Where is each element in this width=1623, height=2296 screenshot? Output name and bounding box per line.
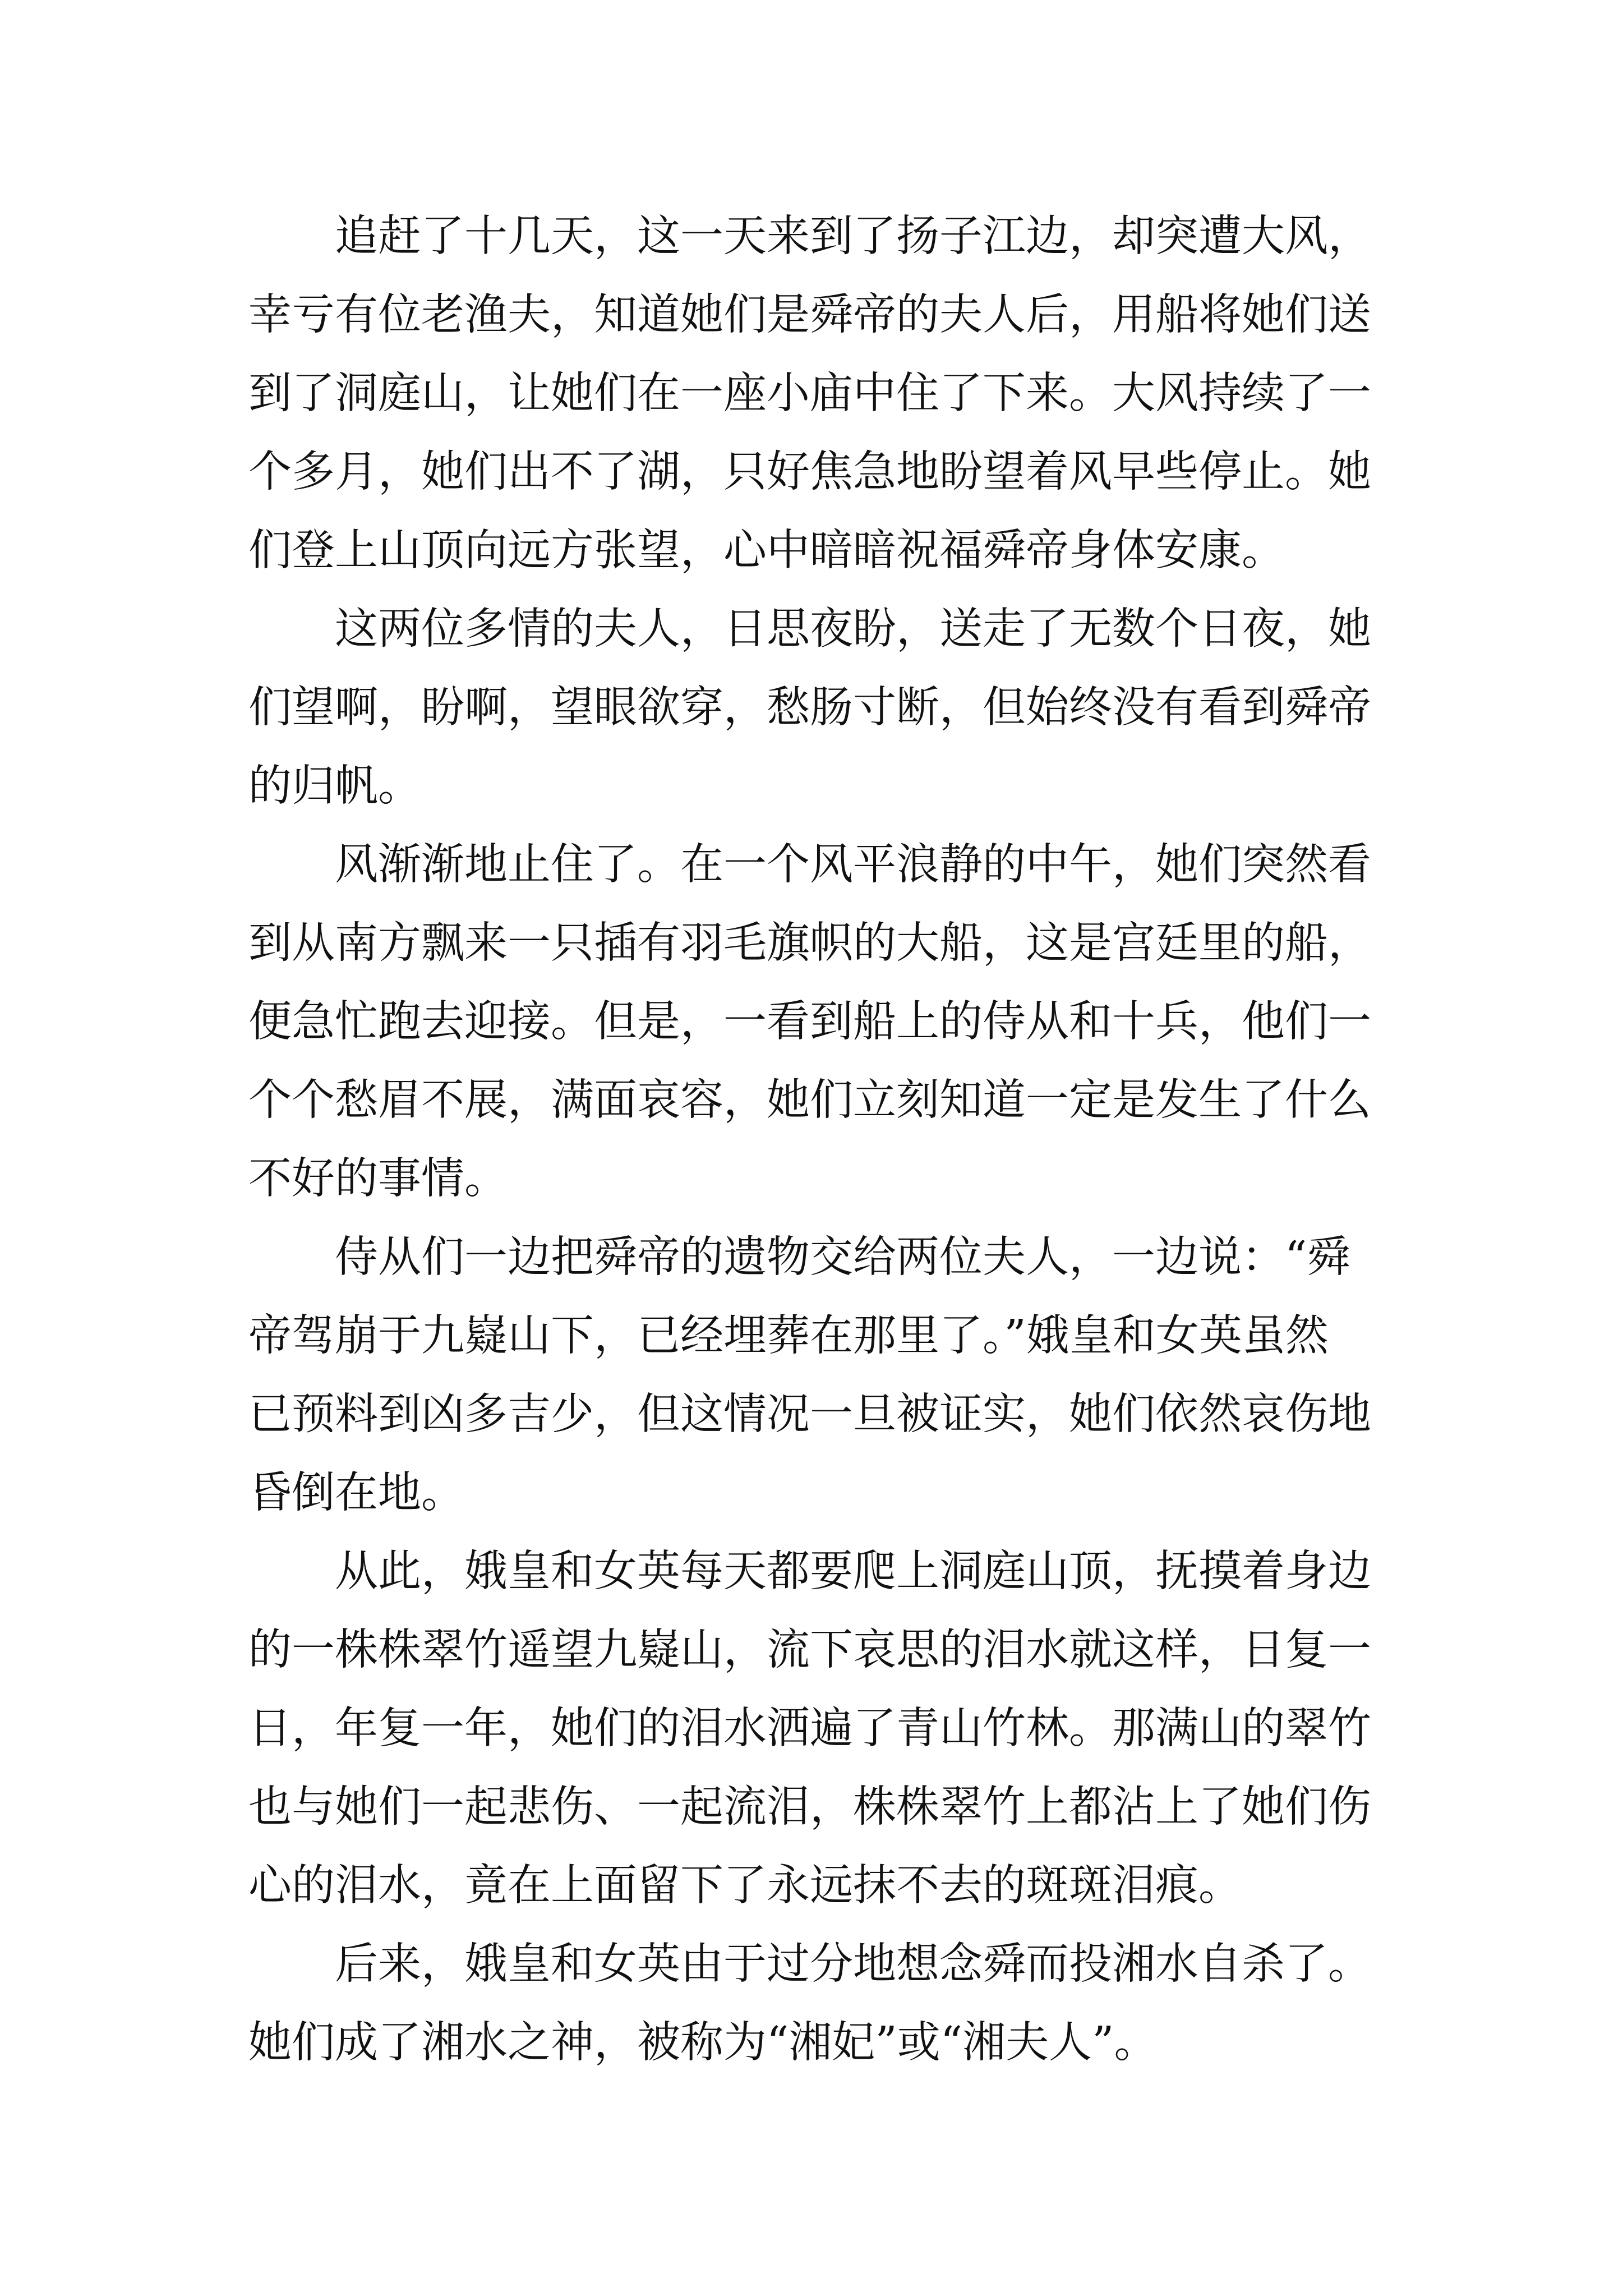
paragraph-line: 已预料到凶多吉少，但这情况一旦被证实，她们依然哀伤地 [248, 1389, 1371, 1439]
paragraph-line: 便急忙跑去迎接。但是，一看到船上的侍从和十兵，他们一 [248, 997, 1371, 1047]
paragraph-line: 个多月，她们出不了湖，只好焦急地盼望着风早些停止。她 [248, 447, 1371, 497]
paragraph-line: 幸亏有位老渔夫，知道她们是舜帝的夫人后，用船将她们送 [248, 290, 1371, 340]
paragraph-line: 个个愁眉不展，满面哀容，她们立刻知道一定是发生了什么 [248, 1075, 1371, 1125]
paragraph-line: 也与她们一起悲伤、一起流泪，株株翠竹上都沾上了她们伤 [248, 1782, 1371, 1832]
paragraph-line: 不好的事情。 [248, 1154, 508, 1204]
paragraph-3 [248, 826, 1415, 1218]
paragraph-line: 昏倒在地。 [248, 1468, 464, 1518]
paragraph-line: 风渐渐地止住了。在一个风平浪静的中午，她们突然看 [335, 840, 1371, 890]
paragraph-line: 帝驾崩于九嶷山下，已经埋葬在那里了。”娥皇和女英虽然 [248, 1311, 1329, 1361]
paragraph-line: 后来，娥皇和女英由于过分地想念舜而投湘水自杀了。 [335, 1939, 1371, 1989]
paragraph-6 [248, 1925, 1415, 2082]
paragraph-1 [248, 197, 1415, 590]
paragraph-5 [248, 1533, 1415, 1925]
paragraph-line: 这两位多情的夫人，日思夜盼，送走了无数个日夜，她 [335, 604, 1371, 654]
paragraph-line: 们望啊，盼啊，望眼欲穿，愁肠寸断，但始终没有看到舜帝 [248, 683, 1371, 733]
paragraph-line: 日，年复一年，她们的泪水洒遍了青山竹林。那满山的翠竹 [248, 1704, 1371, 1754]
paragraph-line: 到从南方飘来一只插有羽毛旗帜的大船，这是宫廷里的船， [248, 918, 1371, 968]
paragraph-line: 的归帆。 [248, 761, 421, 811]
paragraph-line: 她们成了湘水之神，被称为“湘妃”或“湘夫人”。 [248, 2018, 1158, 2068]
document-body [248, 197, 1415, 2082]
paragraph-line: 追赶了十几天，这一天来到了扬子江边，却突遭大风， [335, 211, 1371, 261]
paragraph-line: 从此，娥皇和女英每天都要爬上洞庭山顶，抚摸着身边 [335, 1547, 1371, 1596]
paragraph-line: 侍从们一边把舜帝的遗物交给两位夫人，一边说：“舜 [335, 1232, 1350, 1282]
paragraph-line: 心的泪水，竟在上面留下了永远抹不去的斑斑泪痕。 [248, 1861, 1242, 1911]
paragraph-2 [248, 590, 1415, 826]
paragraph-4 [248, 1218, 1415, 1533]
paragraph-line: 们登上山顶向远方张望，心中暗暗祝福舜帝身体安康。 [248, 526, 1285, 576]
paragraph-line: 到了洞庭山，让她们在一座小庙中住了下来。大风持续了一 [248, 369, 1371, 418]
paragraph-line: 的一株株翠竹遥望九嶷山，流下哀思的泪水就这样，日复一 [248, 1625, 1371, 1675]
